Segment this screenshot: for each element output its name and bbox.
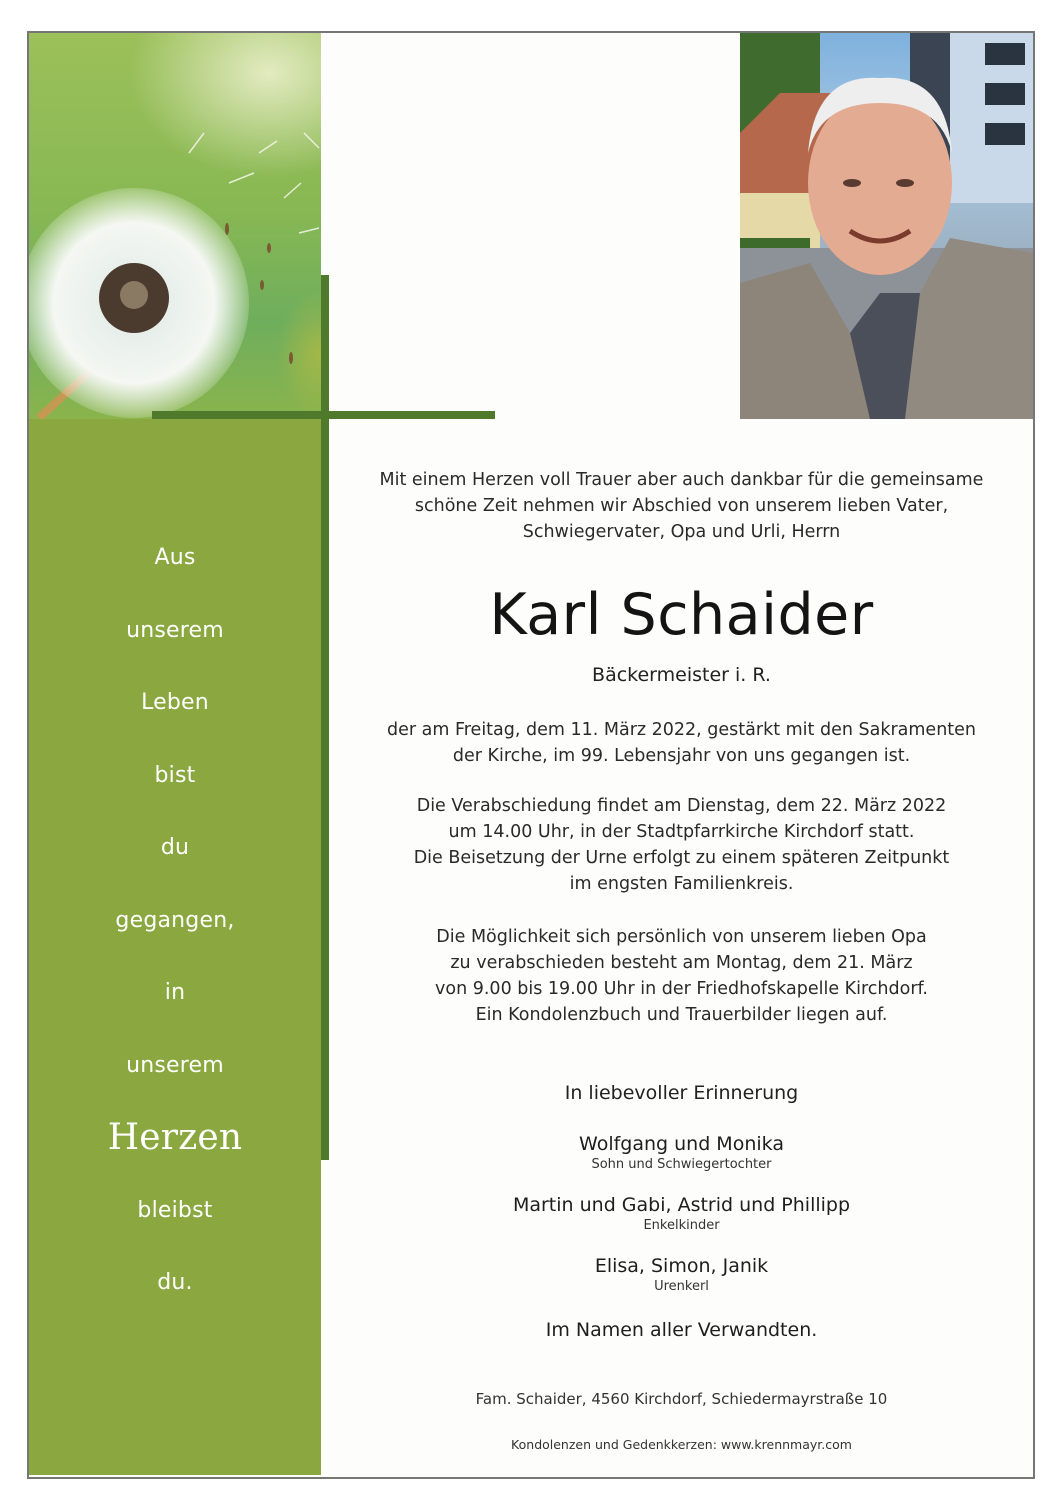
paragraph-line: von 9.00 bis 19.00 Uhr in der Friedhofskapelle Kirchdorf.	[435, 979, 928, 999]
paragraph-line: Die Beisetzung der Urne erfolgt zu einem späteren Zeitpunkt	[413, 848, 950, 868]
deceased-title: Bäckermeister i. R.	[592, 664, 771, 686]
paragraph-line: um 14.00 Uhr, in der Stadtpfarrkirche Kirchdorf statt.	[448, 822, 915, 842]
mourner-names: Elisa, Simon, Janik	[594, 1255, 769, 1277]
poem-line: bist	[154, 762, 196, 788]
cross-vertical-bar	[321, 275, 329, 1160]
memory-heading: In liebevoller Erinnerung	[564, 1082, 799, 1104]
poem-line-emphasis: Herzen	[107, 1117, 243, 1158]
paragraph-line: im engsten Familienkreis.	[569, 874, 794, 894]
dandelion-icon	[29, 33, 321, 419]
paragraph-line: Die Verabschiedung findet am Dienstag, dem 22. März 2022	[416, 796, 947, 816]
cross-horizontal-bar	[152, 411, 495, 419]
deceased-name: Karl Schaider	[489, 582, 874, 648]
dandelion-photo	[29, 33, 321, 419]
poem-line: in	[164, 980, 186, 1005]
poem-line: du.	[157, 1270, 193, 1295]
paragraph-line: zu verabschieden besteht am Montag, dem 21. März	[450, 953, 913, 973]
mourner-group	[330, 1131, 1033, 1173]
intro-line: schöne Zeit nehmen wir Abschied von unserem lieben Vater,	[414, 496, 949, 516]
mourner-relation: Enkelkinder	[643, 1218, 720, 1233]
paragraph-line: der Kirche, im 99. Lebensjahr von uns gegangen ist.	[452, 746, 911, 766]
mourner-relation: Urenkerl	[654, 1279, 709, 1294]
mourner-group	[330, 1253, 1033, 1295]
paragraph-line: Ein Kondolenzbuch und Trauerbilder liegen auf.	[475, 1005, 888, 1025]
poem-line: bleibst	[137, 1197, 213, 1223]
poem-line: gegangen,	[115, 907, 235, 933]
mourner-names: Martin und Gabi, Astrid und Phillipp	[512, 1194, 851, 1216]
sidebar-poem	[29, 540, 321, 1338]
poem-line: unserem	[126, 1052, 224, 1078]
mourner-names: Wolfgang und Monika	[579, 1133, 784, 1155]
paragraph-line: der am Freitag, dem 11. März 2022, gestärkt mit den Sakramenten	[386, 720, 977, 740]
family-address: Fam. Schaider, 4560 Kirchdorf, Schiedermayrstraße 10	[475, 1390, 888, 1408]
poem-line: Aus	[154, 545, 196, 570]
intro-line: Schwiegervater, Opa und Urli, Herrn	[522, 522, 841, 542]
condolence-website: Kondolenzen und Gedenkkerzen: www.krennmayr.com	[511, 1437, 852, 1452]
viewing-paragraph	[330, 924, 1033, 1028]
mourner-relation: Sohn und Schwiegertochter	[591, 1157, 772, 1172]
poem-line: Leben	[141, 690, 209, 715]
portrait-icon	[740, 33, 1033, 419]
closing-line: Im Namen aller Verwandten.	[545, 1319, 818, 1341]
poem-line: du	[160, 835, 190, 860]
intro-line: Mit einem Herzen voll Trauer aber auch dankbar für die gemeinsame	[379, 470, 984, 490]
death-paragraph	[330, 717, 1033, 769]
farewell-paragraph	[330, 793, 1033, 897]
paragraph-line: Die Möglichkeit sich persönlich von unserem lieben Opa	[436, 927, 927, 947]
mourner-group	[330, 1192, 1033, 1234]
intro-text	[330, 467, 1033, 545]
portrait-photo	[740, 33, 1033, 419]
poem-line: unserem	[126, 617, 224, 643]
